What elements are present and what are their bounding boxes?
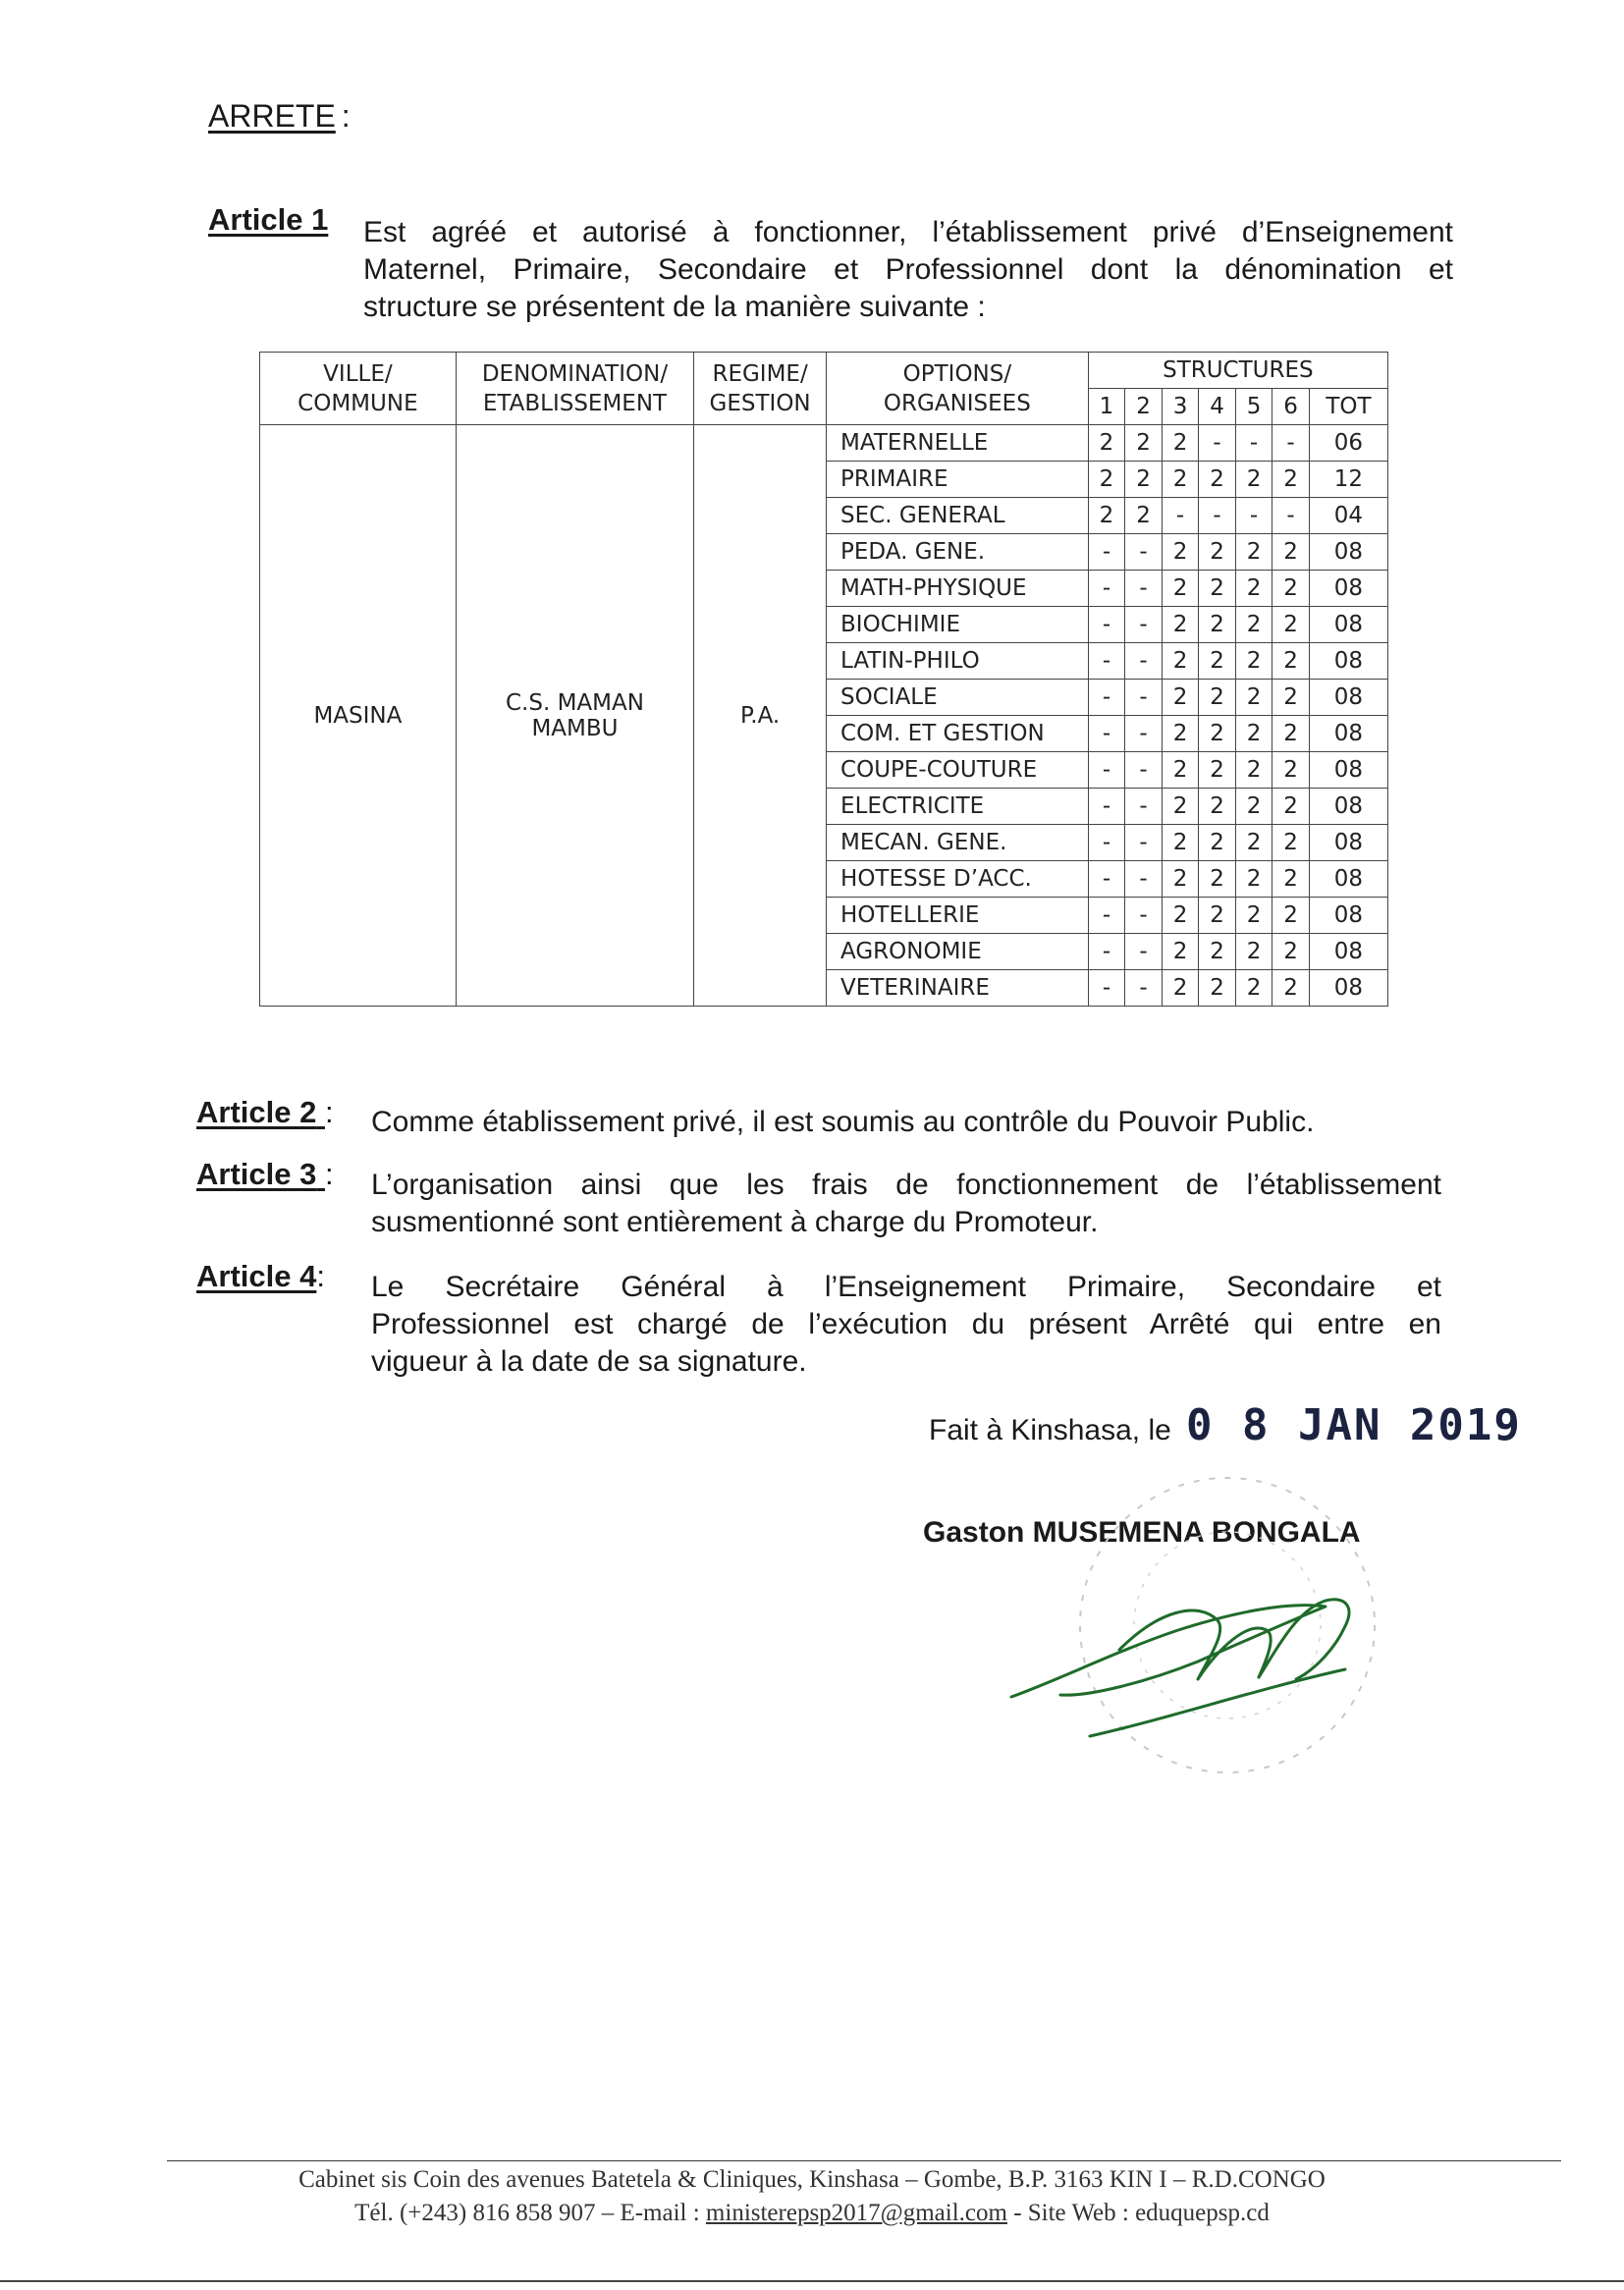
cell-level: 2 [1272, 462, 1310, 498]
cell-level: 2 [1235, 571, 1272, 607]
header-text: OPTIONS/ [902, 360, 1012, 387]
header-text: GESTION [709, 390, 811, 416]
cell-level: - [1199, 425, 1236, 462]
cell-level: - [1088, 752, 1125, 789]
cell-level: 2 [1162, 861, 1199, 898]
article-2-label-text: Article 2 [196, 1095, 317, 1129]
cell-option: HOTELLERIE [827, 898, 1089, 934]
article-2-body [371, 1104, 1441, 1141]
article-4-body [371, 1269, 1441, 1381]
cell-level: 2 [1162, 680, 1199, 716]
cell-level: - [1125, 571, 1163, 607]
article-4-sep: : [316, 1259, 325, 1293]
article-1-body [363, 214, 1453, 326]
cell-total: 08 [1309, 898, 1387, 934]
cell-option: SOCIALE [827, 680, 1089, 716]
article-3-line: L’organisation ainsi que les frais de fonctionnement de l’établissement [371, 1169, 1441, 1201]
structure-table [259, 352, 1388, 1007]
table-body [260, 425, 1388, 1007]
level-header: 5 [1235, 389, 1272, 425]
cell-denomination [456, 425, 693, 1007]
table-header-row [260, 353, 1388, 389]
denomination-line: MAMBU [531, 715, 619, 741]
bottom-divider [0, 2280, 1624, 2282]
footer-tel: Tél. (+243) 816 858 907 – E-mail : [354, 2200, 706, 2226]
cell-level: 2 [1235, 789, 1272, 825]
cell-level: 2 [1235, 825, 1272, 861]
cell-level: 2 [1162, 534, 1199, 571]
article-3-sep: : [324, 1157, 334, 1191]
level-header: 1 [1088, 389, 1125, 425]
article-2-line: Comme établissement privé, il est soumis au contrôle du Pouvoir Public. [371, 1106, 1315, 1138]
heading-title: ARRETE [208, 98, 336, 134]
cell-level: - [1088, 825, 1125, 861]
cell-level: 2 [1235, 534, 1272, 571]
article-4-label-text: Article 4 [196, 1259, 317, 1293]
cell-option: COUPE-COUTURE [827, 752, 1089, 789]
cell-option: MATERNELLE [827, 425, 1089, 462]
article-1-label-text: Article 1 [208, 202, 329, 237]
cell-level: 2 [1199, 534, 1236, 571]
header-options [827, 353, 1089, 425]
cell-level: 2 [1235, 643, 1272, 680]
cell-level: 2 [1088, 462, 1125, 498]
cell-total: 08 [1309, 716, 1387, 752]
cell-level: - [1235, 498, 1272, 534]
cell-option: LATIN-PHILO [827, 643, 1089, 680]
cell-level: 2 [1272, 970, 1310, 1007]
cell-total: 08 [1309, 934, 1387, 970]
cell-level: 2 [1162, 752, 1199, 789]
cell-total: 12 [1309, 462, 1387, 498]
cell-level: - [1235, 425, 1272, 462]
page-heading [208, 98, 351, 135]
cell-level: - [1125, 716, 1163, 752]
cell-option: COM. ET GESTION [827, 716, 1089, 752]
cell-level: - [1125, 861, 1163, 898]
cell-level: 2 [1235, 716, 1272, 752]
cell-total: 08 [1309, 571, 1387, 607]
cell-level: 2 [1199, 643, 1236, 680]
cell-level: 2 [1088, 425, 1125, 462]
article-3-line: susmentionné sont entièrement à charge du Promoteur. [371, 1206, 1099, 1238]
header-text: ORGANISEES [883, 390, 1031, 416]
cell-total: 04 [1309, 498, 1387, 534]
cell-level: - [1125, 752, 1163, 789]
cell-level: - [1125, 934, 1163, 970]
cell-level: 2 [1235, 898, 1272, 934]
cell-level: - [1125, 607, 1163, 643]
cell-total: 08 [1309, 752, 1387, 789]
article-3-body [371, 1167, 1441, 1241]
cell-level: 2 [1199, 861, 1236, 898]
header-denomination [456, 353, 693, 425]
article-1-line: structure se présentent de la manière suivante : [363, 291, 986, 323]
cell-level: 2 [1125, 498, 1163, 534]
cell-level: 2 [1199, 716, 1236, 752]
cell-level: 2 [1162, 716, 1199, 752]
cell-level: 2 [1272, 716, 1310, 752]
cell-level: 2 [1199, 789, 1236, 825]
cell-level: - [1125, 643, 1163, 680]
cell-total: 08 [1309, 970, 1387, 1007]
cell-level: 2 [1272, 534, 1310, 571]
cell-option: SEC. GENERAL [827, 498, 1089, 534]
article-4-label [196, 1259, 325, 1294]
denomination-line: C.S. MAMAN [505, 689, 644, 716]
cell-level: 2 [1162, 571, 1199, 607]
handwritten-signature-icon [1001, 1571, 1414, 1758]
cell-level: 2 [1199, 462, 1236, 498]
signatory-name: Gaston MUSEMENA BONGALA [923, 1516, 1361, 1549]
header-text: ETABLISSEMENT [482, 390, 668, 416]
cell-level: 2 [1162, 643, 1199, 680]
footer-contact [0, 2200, 1624, 2227]
cell-ville: MASINA [260, 425, 457, 1007]
article-2-label [196, 1095, 334, 1130]
header-structures: STRUCTURES [1088, 353, 1387, 389]
cell-level: - [1088, 898, 1125, 934]
article-3-label-text: Article 3 [196, 1157, 317, 1191]
footer-address: Cabinet sis Coin des avenues Batetela & Cliniques, Kinshasa – Gombe, B.P. 3163 KIN I – R.D.CONGO [298, 2166, 1326, 2193]
cell-level: - [1088, 789, 1125, 825]
header-text: COMMUNE [298, 390, 418, 416]
cell-level: 2 [1235, 752, 1272, 789]
cell-level: 2 [1199, 607, 1236, 643]
cell-total: 08 [1309, 534, 1387, 571]
cell-level: 2 [1235, 934, 1272, 970]
header-text: VILLE/ [323, 360, 393, 387]
article-1-line: Maternel, Primaire, Secondaire et Professionnel dont la dénomination et [363, 253, 1453, 286]
cell-level: 2 [1272, 898, 1310, 934]
article-1-label [208, 202, 328, 238]
signature-place-text: Fait à Kinshasa, le [929, 1414, 1171, 1446]
cell-level: - [1125, 534, 1163, 571]
cell-level: 2 [1199, 571, 1236, 607]
cell-level: 2 [1235, 970, 1272, 1007]
cell-option: PEDA. GENE. [827, 534, 1089, 571]
cell-level: 2 [1162, 970, 1199, 1007]
cell-level: 2 [1272, 680, 1310, 716]
cell-option: VETERINAIRE [827, 970, 1089, 1007]
cell-level: 2 [1199, 680, 1236, 716]
date-stamp: 0 8 JAN 2019 [1186, 1400, 1522, 1450]
cell-level: 2 [1162, 425, 1199, 462]
cell-level: 2 [1272, 643, 1310, 680]
cell-level: 2 [1088, 498, 1125, 534]
cell-level: - [1162, 498, 1199, 534]
cell-level: - [1088, 571, 1125, 607]
cell-level: 2 [1272, 825, 1310, 861]
footer-divider [167, 2160, 1561, 2161]
cell-option: BIOCHIMIE [827, 607, 1089, 643]
level-header: 3 [1162, 389, 1199, 425]
cell-total: 06 [1309, 425, 1387, 462]
cell-total: 08 [1309, 861, 1387, 898]
level-header-total: TOT [1309, 389, 1387, 425]
article-4-line: Professionnel est chargé de l’exécution du présent Arrêté qui entre en [371, 1308, 1441, 1340]
cell-level: 2 [1272, 789, 1310, 825]
article-4-line: vigueur à la date de sa signature. [371, 1345, 807, 1378]
cell-level: 2 [1162, 789, 1199, 825]
cell-level: 2 [1235, 462, 1272, 498]
cell-level: - [1125, 680, 1163, 716]
cell-option: HOTESSE D’ACC. [827, 861, 1089, 898]
footer-site: - Site Web : eduquepsp.cd [1006, 2200, 1270, 2226]
cell-level: - [1199, 498, 1236, 534]
cell-option: PRIMAIRE [827, 462, 1089, 498]
cell-level: - [1088, 716, 1125, 752]
cell-level: - [1088, 643, 1125, 680]
cell-level: 2 [1199, 825, 1236, 861]
cell-level: - [1088, 534, 1125, 571]
cell-total: 08 [1309, 680, 1387, 716]
header-text: REGIME/ [712, 360, 808, 387]
cell-level: - [1125, 789, 1163, 825]
cell-option: AGRONOMIE [827, 934, 1089, 970]
cell-level: - [1272, 425, 1310, 462]
cell-total: 08 [1309, 825, 1387, 861]
footer-email-link[interactable]: ministerepsp2017@gmail.com [705, 2200, 1007, 2226]
cell-level: 2 [1272, 752, 1310, 789]
table-row [260, 425, 1388, 462]
level-header: 2 [1125, 389, 1163, 425]
heading-colon: : [341, 98, 351, 134]
header-ville [260, 353, 457, 425]
cell-level: - [1125, 825, 1163, 861]
cell-level: 2 [1235, 680, 1272, 716]
cell-option: MECAN. GENE. [827, 825, 1089, 861]
signature-place [929, 1414, 1171, 1447]
cell-level: - [1088, 680, 1125, 716]
cell-option: ELECTRICITE [827, 789, 1089, 825]
cell-level: - [1125, 898, 1163, 934]
cell-level: 2 [1199, 934, 1236, 970]
header-text: DENOMINATION/ [481, 360, 669, 387]
cell-level: 2 [1162, 898, 1199, 934]
cell-level: 2 [1199, 898, 1236, 934]
cell-level: 2 [1199, 970, 1236, 1007]
cell-level: - [1088, 970, 1125, 1007]
cell-total: 08 [1309, 607, 1387, 643]
cell-level: 2 [1235, 607, 1272, 643]
cell-option: MATH-PHYSIQUE [827, 571, 1089, 607]
cell-level: - [1125, 970, 1163, 1007]
cell-level: 2 [1272, 934, 1310, 970]
cell-level: - [1088, 934, 1125, 970]
article-4-line: Le Secrétaire Général à l’Enseignement Primaire, Secondaire et [371, 1271, 1441, 1303]
cell-regime: P.A. [694, 425, 827, 1007]
article-2-sep: : [324, 1095, 334, 1129]
cell-level: 2 [1272, 571, 1310, 607]
article-1-line: Est agréé et autorisé à fonctionner, l’établissement privé d’Enseignement [363, 216, 1453, 248]
level-header: 4 [1199, 389, 1236, 425]
cell-level: 2 [1162, 462, 1199, 498]
cell-level: - [1272, 498, 1310, 534]
cell-total: 08 [1309, 789, 1387, 825]
cell-level: 2 [1235, 861, 1272, 898]
cell-level: 2 [1162, 825, 1199, 861]
cell-total: 08 [1309, 643, 1387, 680]
cell-level: 2 [1125, 425, 1163, 462]
article-3-label [196, 1157, 334, 1192]
cell-level: - [1088, 861, 1125, 898]
cell-level: 2 [1272, 607, 1310, 643]
cell-level: 2 [1162, 607, 1199, 643]
cell-level: 2 [1162, 934, 1199, 970]
cell-level: 2 [1199, 752, 1236, 789]
level-header: 6 [1272, 389, 1310, 425]
cell-level: - [1088, 607, 1125, 643]
header-regime [694, 353, 827, 425]
cell-level: 2 [1272, 861, 1310, 898]
cell-level: 2 [1125, 462, 1163, 498]
